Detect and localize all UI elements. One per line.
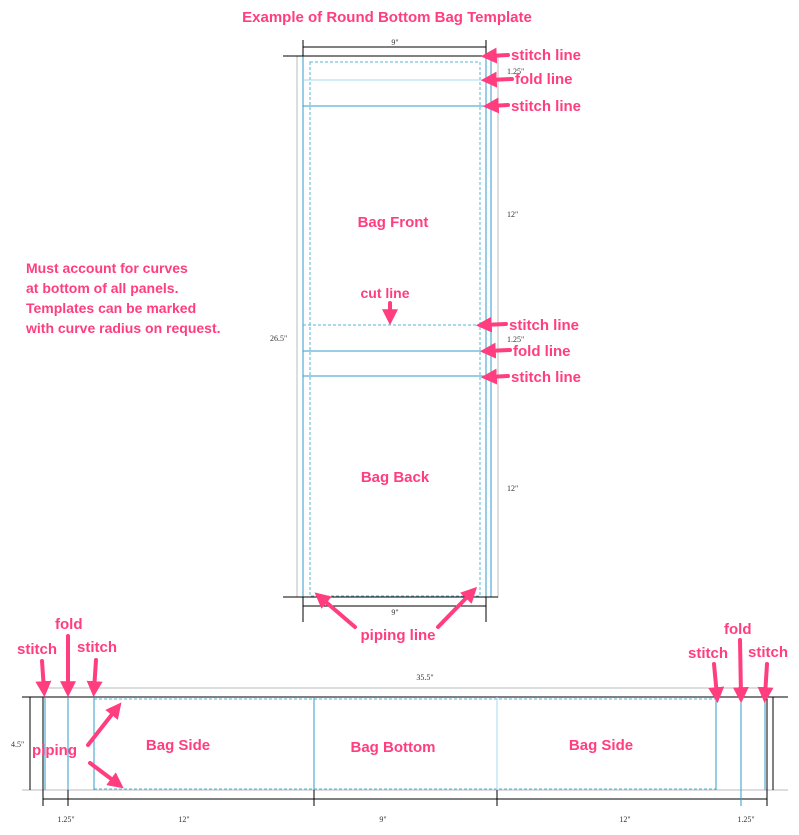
panel-piping-outline [310,62,480,596]
arrow-piping-left [320,597,355,627]
side-arrows [42,636,767,784]
arrow-fold-right [740,640,741,696]
arrow-piping-up [88,708,117,745]
panel-fold-margin-middle: 1.25" [507,335,525,344]
note-line-3: Templates can be marked [26,300,197,316]
curve-note [25,260,221,336]
side-bottom-length: 9" [379,815,387,824]
panel-back-height: 12" [507,484,519,493]
side-left-fold-dim: 1.25" [57,815,75,824]
arrow-fold-top [488,79,512,80]
panel-front-height: 12" [507,210,519,219]
panel-outer-outline [297,56,498,597]
diagram-title: Example of Round Bottom Bag Template [242,9,532,26]
panel-total-height: 26.5" [270,334,288,343]
label-stitch-right: stitch [688,645,729,662]
side-right-length: 12" [619,815,631,824]
front-back-panel [270,38,581,644]
label-stitch-top-2: stitch line [511,98,582,115]
arrow-stitch-left-2 [94,660,96,690]
bag-side-left-label: Bag Side [145,737,211,754]
bag-side-right-label: Bag Side [568,737,634,754]
arrow-stitch-left [42,661,44,690]
arrow-fold-mid [487,350,510,351]
arrow-stitch-top-2 [490,105,508,106]
side-height: 4.5" [11,740,25,749]
bag-bottom-label: Bag Bottom [350,739,436,756]
label-fold-right: fold [724,621,752,638]
label-fold-left: fold [55,616,83,633]
arrow-stitch-right [714,664,717,696]
label-stitch-left-2: stitch [77,639,118,656]
arrow-stitch-mid-2 [488,376,508,377]
label-fold-top: fold line [515,71,573,88]
panel-arrows [320,55,512,627]
arrow-stitch-right-2 [765,664,767,696]
panel-bottom-width: 9" [391,608,399,617]
note-line-4: with curve radius on request. [26,320,221,336]
label-stitch-right-2: stitch [748,644,789,661]
side-panel [11,616,788,824]
label-piping-line: piping line [360,627,436,644]
label-stitch-top: stitch line [511,47,582,64]
bag-front-label: Bag Front [357,214,429,231]
side-left-length: 12" [178,815,190,824]
arrow-stitch-top [488,55,508,56]
panel-cut-outline [303,56,486,597]
note-line-1: Must account for curves [26,260,188,276]
label-stitch-mid-2: stitch line [511,369,582,386]
label-fold-mid: fold line [513,343,571,360]
side-right-fold-dim: 1.25" [737,815,755,824]
side-total-length: 35.5" [416,673,434,682]
label-stitch-left: stitch [17,641,58,658]
panel-top-width: 9" [391,38,399,47]
panel-fold-margin-top: 1.25" [507,67,525,76]
label-piping: piping [32,742,77,759]
arrow-stitch-mid [483,324,506,325]
note-line-2: at bottom of all panels. [26,280,179,296]
bag-back-label: Bag Back [360,469,430,486]
label-stitch-mid: stitch line [509,317,580,334]
label-cut-line: cut line [360,285,410,301]
